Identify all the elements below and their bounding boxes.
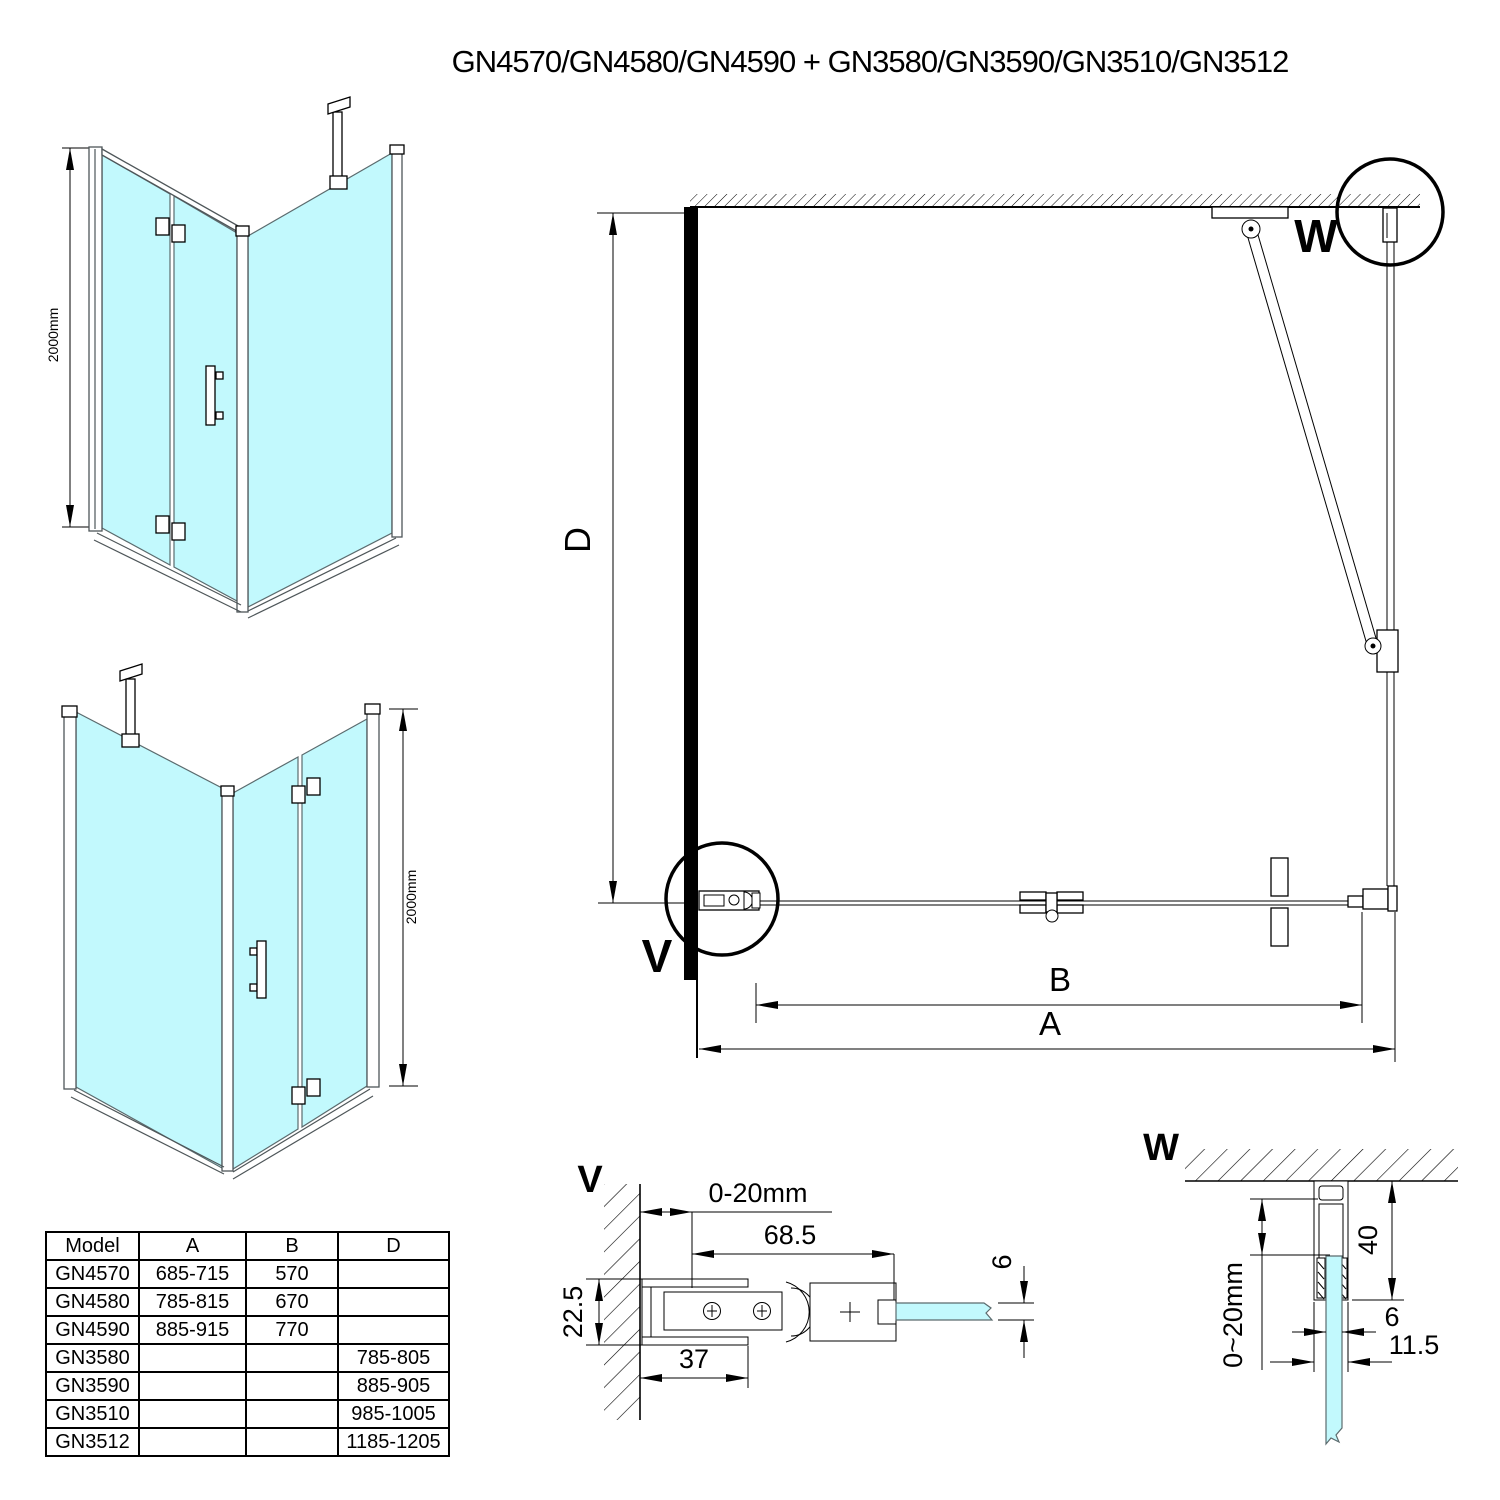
support-brace: [1212, 207, 1398, 672]
model-cell: GN3590: [46, 1372, 139, 1400]
height-adjust-label: 0~20mm: [1218, 1262, 1248, 1368]
d-cell: [338, 1260, 449, 1288]
ceiling-support-bar: [120, 664, 142, 747]
corner-post: [237, 229, 248, 612]
wall-adjust-label: 0-20mm: [708, 1178, 808, 1208]
door-glass-panel-left: [102, 155, 170, 565]
b-cell: 570: [246, 1260, 338, 1288]
a-cell: 785-815: [139, 1288, 246, 1316]
model-cell: GN3512: [46, 1428, 139, 1456]
side-glass-panel: [76, 712, 222, 1168]
a-cell: [139, 1344, 246, 1372]
dim-d-label: D: [557, 527, 598, 553]
height-dimension: [389, 709, 419, 1086]
a-cell: [139, 1372, 246, 1400]
model-cell: GN3510: [46, 1400, 139, 1428]
dimension-37: [640, 1344, 748, 1388]
d-cell: 785-805: [338, 1344, 449, 1372]
a-cell: 885-915: [139, 1316, 246, 1344]
door-profile: [810, 1283, 896, 1341]
brace-panel-bracket: [1377, 630, 1398, 672]
d-cell: [338, 1316, 449, 1344]
table-header-row: [46, 1232, 449, 1260]
dimension-glass-6: [1292, 1302, 1400, 1332]
ceiling-hatch: [1185, 1149, 1458, 1181]
detail-circle-v: [642, 843, 778, 982]
support-bar-clamp: [330, 176, 347, 189]
dimension-d: [557, 213, 688, 903]
b-cell: 770: [246, 1316, 338, 1344]
dim-b-label: B: [1048, 961, 1072, 998]
d-cell: 1185-1205: [338, 1428, 449, 1456]
dimension-a: [699, 912, 1395, 1062]
model-cell: GN4580: [46, 1288, 139, 1316]
a-cell: [139, 1400, 246, 1428]
profile-width-label: 11.5: [1388, 1330, 1440, 1360]
brace-wall-plate: [1212, 207, 1288, 218]
col-header-b: B: [246, 1232, 338, 1260]
glass-thickness-label: 6: [1384, 1302, 1400, 1332]
wall-profile-width-label: 37: [678, 1344, 710, 1374]
center-fold-hinge: [1020, 892, 1083, 922]
glass-panel-section: [896, 1303, 992, 1320]
model-cell: GN4590: [46, 1316, 139, 1344]
b-cell: [246, 1428, 338, 1456]
profile-height-label: 40: [1353, 1224, 1383, 1256]
table-row: [46, 1344, 449, 1372]
iso-rear-view: [62, 664, 419, 1179]
b-cell: [246, 1372, 338, 1400]
col-header-model: Model: [46, 1232, 139, 1260]
b-cell: [246, 1400, 338, 1428]
detail-circle-w: [1294, 159, 1443, 265]
table-row: [46, 1288, 449, 1316]
side-glass-panel: [248, 153, 392, 607]
ceiling-wall-hatch: [690, 194, 1420, 207]
glass-thickness-label: 6: [987, 1254, 1017, 1270]
ceiling-mount-profile: [1383, 208, 1397, 242]
iso-front-view: [45, 97, 404, 618]
d-cell: [338, 1288, 449, 1316]
dimension-glass-6: [987, 1254, 1034, 1358]
profile-depth-label: 22.5: [558, 1285, 588, 1339]
gasket-left: [1317, 1258, 1325, 1299]
detail-w-section: [1143, 1127, 1458, 1444]
d-cell: 885-905: [338, 1372, 449, 1400]
dimension-40: [1352, 1181, 1404, 1300]
b-cell: [246, 1344, 338, 1372]
wall-hatch: [604, 1184, 640, 1420]
glass-panel-section: [1326, 1256, 1342, 1444]
d-cell: 985-1005: [338, 1400, 449, 1428]
detail-w-marker: W: [1294, 210, 1338, 262]
page-title: GN4570/GN4580/GN4590 + GN3580/GN3590/GN3510/GN3512: [451, 44, 1289, 79]
corner-post: [222, 789, 233, 1171]
door-handle-plan: [1271, 858, 1288, 946]
door-leaf-plan: [699, 858, 1397, 946]
size-table: [45, 1231, 450, 1457]
model-cell: GN3580: [46, 1344, 139, 1372]
wall-profile-post: [64, 709, 76, 1089]
height-dim-label: 2000mm: [403, 869, 419, 925]
frame-width-label: 68.5: [763, 1220, 817, 1250]
col-header-d: D: [338, 1232, 449, 1260]
a-cell: 685-715: [139, 1260, 246, 1288]
inner-adjust-profile: [664, 1292, 782, 1330]
wall-mount-profile: [699, 891, 760, 910]
detail-v-section: [558, 1159, 1034, 1420]
ceiling-support-bar: [328, 97, 350, 189]
model-cell: GN4570: [46, 1260, 139, 1288]
table-row: [46, 1372, 449, 1400]
table-row: [46, 1428, 449, 1456]
plan-view: [557, 159, 1443, 1062]
end-frame-post: [367, 707, 379, 1087]
table-row: [46, 1400, 449, 1428]
detail-w-title: W: [1143, 1127, 1179, 1169]
col-header-a: A: [139, 1232, 246, 1260]
detail-v-title: V: [577, 1159, 603, 1201]
support-bar-clamp: [122, 734, 139, 747]
dimension-11-5: [1270, 1302, 1439, 1372]
dim-a-label: A: [1038, 1005, 1062, 1042]
b-cell: 670: [246, 1288, 338, 1316]
table-row: [46, 1316, 449, 1344]
table-row: [46, 1260, 449, 1288]
detail-v-marker: V: [641, 930, 673, 982]
end-frame-post: [392, 147, 402, 537]
height-dim-label: 2000mm: [45, 307, 61, 363]
height-dimension: [45, 148, 96, 527]
dimension-height-adjust: [1218, 1199, 1330, 1370]
closing-profile: [1348, 886, 1397, 911]
glass-clamp: [878, 1300, 896, 1324]
side-panel-plan: [1383, 208, 1397, 886]
a-cell: [139, 1428, 246, 1456]
